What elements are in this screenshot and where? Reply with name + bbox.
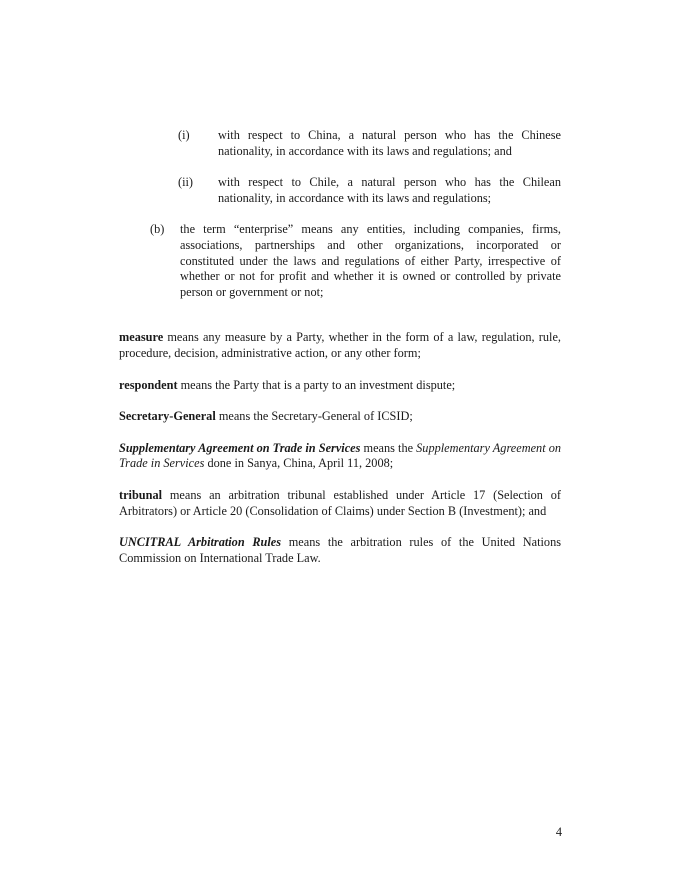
page-number: 4	[555, 825, 562, 839]
definition-body: means an arbitration tribunal established under Article 17 (Selection of Arbitrators) or Article 20 (Consolidation of Claims) under Section B (Investment); and	[119, 487, 561, 518]
list-marker: (i)	[178, 128, 190, 142]
definition-body: means the Secretary-General of ICSID;	[215, 409, 413, 424]
list-item-roman-i	[178, 128, 561, 159]
page-content	[119, 128, 561, 582]
definition-tribunal	[119, 488, 561, 519]
definition-body: means any measure by a Party, whether in the form of a law, regulation, rule, procedure, decision, administrative action, or any other form;	[119, 330, 561, 360]
definition-body-title: Supplementary Agreement on Trade in Services	[119, 440, 562, 471]
list-item-text: with respect to China, a natural person who has the Chinese nationality, in accordance with its laws and regulations; and	[218, 128, 561, 158]
definition-term: Supplementary Agreement on Trade in Services	[119, 440, 361, 455]
definition-body-tail: done in Sanya, China, April 11, 2008;	[204, 456, 394, 471]
list-item-text: with respect to Chile, a natural person who has the Chilean nationality, in accordance with its laws and regulations;	[218, 175, 561, 205]
list-item-letter-b	[150, 222, 561, 300]
definition-uncitral-rules	[119, 535, 561, 566]
definition-term: Secretary-General	[119, 409, 216, 424]
list-item-roman-ii	[178, 175, 561, 206]
definition-supplementary-agreement	[119, 441, 561, 472]
list-marker: (b)	[150, 222, 165, 237]
definition-body: means the Party that is a party to an investment dispute;	[177, 377, 456, 392]
definition-body: means the arbitration rules of the United Nations Commission on International Trade Law.	[119, 535, 561, 565]
definition-term: measure	[119, 330, 164, 345]
list-marker: (ii)	[178, 175, 194, 190]
list-item-text: the term “enterprise” means any entities, including companies, firms, associations, partnerships and other organizations, incorporated or constituted under the laws and regulations of either Party, irrespective of whether or not for profit and whether it is owned or controlled by private person or government or not;	[180, 222, 561, 299]
definition-term: tribunal	[119, 487, 163, 502]
definition-term: UNCITRAL Arbitration Rules	[119, 535, 282, 550]
definition-secretary-general	[119, 409, 561, 425]
definition-body-lead: means the	[360, 440, 417, 455]
definition-respondent	[119, 378, 561, 394]
definition-measure	[119, 330, 561, 361]
section-spacer	[119, 316, 561, 330]
definition-term: respondent	[119, 377, 178, 392]
